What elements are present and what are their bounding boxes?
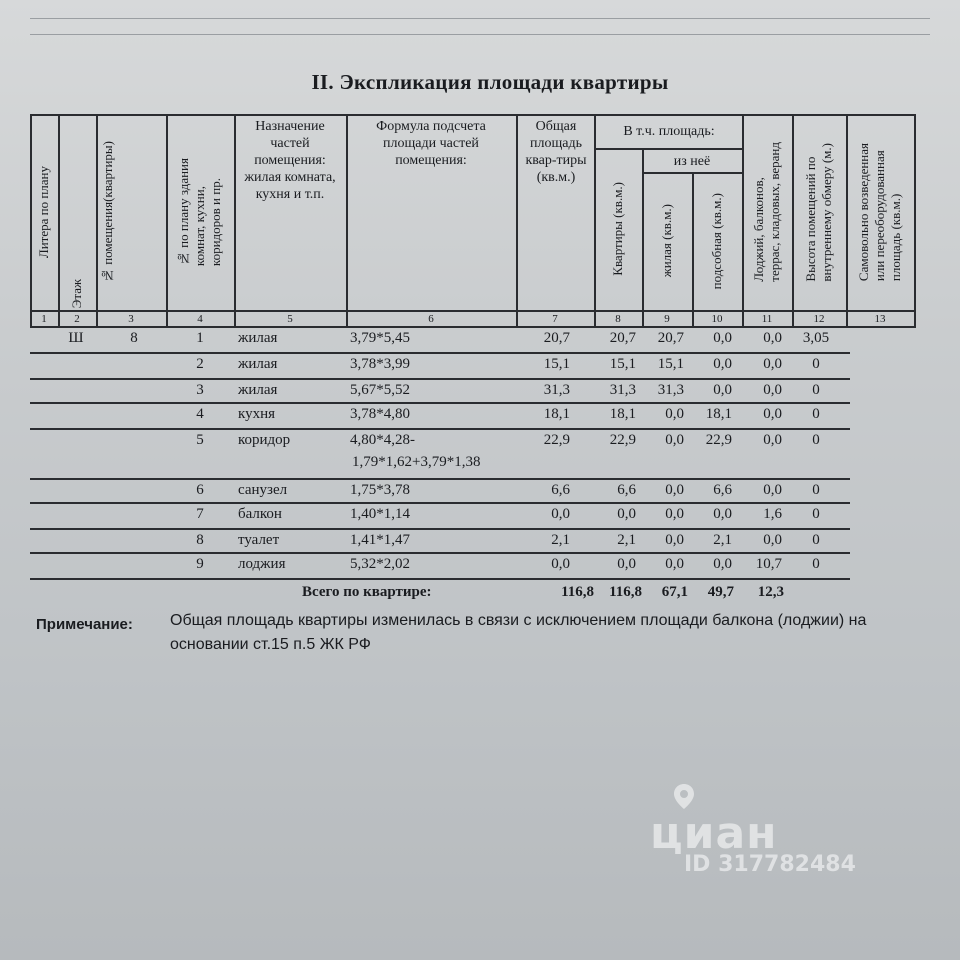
page-top-line xyxy=(30,18,930,19)
ceiling-height: 3,05 xyxy=(802,330,830,346)
col-group-label: В т.ч. площадь: xyxy=(623,124,715,139)
row-number: 1 xyxy=(196,330,204,346)
col-header-13: Самовольно возведенная или переоборудованная площадь (кв.м.) xyxy=(856,142,903,282)
ceiling-height: 0 xyxy=(812,532,820,548)
col-header-6: Формула подсчета площади частей помещения: xyxy=(376,119,486,168)
auxiliary-area: 0,0 xyxy=(713,382,732,398)
total-area: 20,7 xyxy=(543,330,570,346)
col-number: 10 xyxy=(711,313,723,325)
col-number: 12 xyxy=(813,313,825,325)
room-name: жилая xyxy=(238,382,278,398)
totals-label: Всего по квартире: xyxy=(302,584,432,600)
col-header-7: Общая площадь квар-тиры (кв.м.) xyxy=(525,119,587,185)
ceiling-height: 0 xyxy=(812,406,820,422)
ceiling-height: 0 xyxy=(812,506,820,522)
col-header-11: Лоджий, балконов, террас, кладовых, веранд xyxy=(751,142,782,282)
note-label: Примечание: xyxy=(36,616,133,633)
row-number: 6 xyxy=(196,482,204,498)
floor-value: Ш xyxy=(68,330,84,346)
col-number: 8 xyxy=(615,313,621,325)
room-name: жилая xyxy=(238,330,278,346)
watermark-id: ID 317782484 xyxy=(684,852,856,877)
total-area: 15,1 xyxy=(543,356,570,372)
auxiliary-area: 22,9 xyxy=(705,432,732,448)
col-number: 6 xyxy=(428,313,434,325)
row-number: 8 xyxy=(196,532,204,548)
col-header-4: № по плану здания комнат, кухни, коридоров и пр. xyxy=(176,157,223,267)
apartment-area: 6,6 xyxy=(617,482,636,498)
apartment-area: 18,1 xyxy=(609,406,636,422)
auxiliary-area: 2,1 xyxy=(713,532,732,548)
totals-apartment: 116,8 xyxy=(609,584,642,600)
loggia-area: 1,6 xyxy=(763,506,782,522)
col-number: 11 xyxy=(761,313,773,325)
note-text: Общая площадь квартиры изменилась в связи с исключением площади балкона (лоджии) на основании ст.15 п.5 ЖК РФ xyxy=(170,612,867,653)
apartment-area: 2,1 xyxy=(617,532,636,548)
living-area: 0,0 xyxy=(665,532,684,548)
loggia-area: 10,7 xyxy=(755,556,782,572)
row-number: 5 xyxy=(196,432,204,448)
room-name: лоджия xyxy=(238,556,286,572)
apartment-area: 0,0 xyxy=(617,506,636,522)
room-formula: 3,78*3,99 xyxy=(350,356,410,372)
room-formula: 4,80*4,28- xyxy=(350,432,415,448)
document-title: II. Экспликация площади квартиры xyxy=(311,70,669,94)
ceiling-height: 0 xyxy=(812,356,820,372)
table-header xyxy=(30,114,914,328)
total-area: 18,1 xyxy=(543,406,570,422)
col-header-8: Квартиры (кв.м.) xyxy=(610,182,625,276)
col-header-2: Этаж xyxy=(69,278,84,308)
row-divider xyxy=(30,378,850,380)
total-area: 31,3 xyxy=(543,382,570,398)
row-number: 2 xyxy=(196,356,204,372)
loggia-area: 0,0 xyxy=(763,330,782,346)
total-area: 0,0 xyxy=(551,556,570,572)
loggia-area: 0,0 xyxy=(763,432,782,448)
loggia-area: 0,0 xyxy=(763,532,782,548)
room-formula: 3,79*5,45 xyxy=(350,330,410,346)
room-formula: 3,78*4,80 xyxy=(350,406,410,422)
col-number: 3 xyxy=(128,313,134,325)
col-number: 7 xyxy=(552,313,558,325)
row-divider xyxy=(30,578,850,580)
loggia-area: 0,0 xyxy=(763,406,782,422)
totals-auxiliary: 49,7 xyxy=(707,584,734,600)
room-formula: 1,41*1,47 xyxy=(350,532,410,548)
col-header-3: № помещения(квартиры) xyxy=(100,140,115,284)
row-divider xyxy=(30,478,850,480)
ceiling-height: 0 xyxy=(812,556,820,572)
total-area: 2,1 xyxy=(551,532,570,548)
col-number: 1 xyxy=(41,313,47,325)
col-number: 13 xyxy=(874,313,886,325)
room-formula-continuation: 1,79*1,62+3,79*1,38 xyxy=(352,454,481,470)
room-formula: 5,32*2,02 xyxy=(350,556,410,572)
apartment-area: 20,7 xyxy=(609,330,636,346)
row-divider xyxy=(30,352,850,354)
col-number: 2 xyxy=(74,313,80,325)
col-header-1: Литера по плану xyxy=(36,165,51,259)
room-name: жилая xyxy=(238,356,278,372)
apartment-area: 22,9 xyxy=(609,432,636,448)
room-name: туалет xyxy=(238,532,280,548)
auxiliary-area: 0,0 xyxy=(713,330,732,346)
room-name: балкон xyxy=(238,506,282,522)
page-top-line-2 xyxy=(30,34,930,35)
watermark-brand: циан xyxy=(650,808,778,859)
totals-loggia: 12,3 xyxy=(757,584,784,600)
row-number: 3 xyxy=(196,382,204,398)
room-name: коридор xyxy=(238,432,291,448)
apartment-area: 31,3 xyxy=(609,382,636,398)
apartment-area: 15,1 xyxy=(609,356,636,372)
living-area: 20,7 xyxy=(657,330,684,346)
location-pin-icon xyxy=(670,782,698,810)
auxiliary-area: 6,6 xyxy=(713,482,732,498)
col-header-5: Назначение частей помещения: жилая комната, кухня и т.п. xyxy=(244,119,336,202)
room-name: кухня xyxy=(238,406,276,422)
living-area: 0,0 xyxy=(665,506,684,522)
total-area: 0,0 xyxy=(551,506,570,522)
row-divider xyxy=(30,528,850,530)
living-area: 0,0 xyxy=(665,556,684,572)
row-number: 9 xyxy=(196,556,204,572)
row-divider xyxy=(30,502,850,504)
col-header-9: жилая (кв.м.) xyxy=(659,204,674,278)
col-border xyxy=(516,114,518,328)
row-divider xyxy=(30,428,850,430)
col-number: 4 xyxy=(197,313,203,325)
living-area: 31,3 xyxy=(657,382,684,398)
living-area: 15,1 xyxy=(657,356,684,372)
living-area: 0,0 xyxy=(665,482,684,498)
auxiliary-area: 0,0 xyxy=(713,506,732,522)
loggia-area: 0,0 xyxy=(763,356,782,372)
row-number: 7 xyxy=(196,506,204,522)
total-area: 22,9 xyxy=(543,432,570,448)
ceiling-height: 0 xyxy=(812,382,820,398)
row-divider xyxy=(30,402,850,404)
col-number: 9 xyxy=(664,313,670,325)
auxiliary-area: 0,0 xyxy=(713,556,732,572)
living-area: 0,0 xyxy=(665,432,684,448)
apartment-area: 0,0 xyxy=(617,556,636,572)
col-subgroup-label: из неё xyxy=(673,154,711,169)
room-formula: 1,40*1,14 xyxy=(350,506,410,522)
header-bottom-border xyxy=(30,326,914,328)
room-name: санузел xyxy=(238,482,288,498)
loggia-area: 0,0 xyxy=(763,382,782,398)
header-number-line xyxy=(30,310,914,312)
auxiliary-area: 0,0 xyxy=(713,356,732,372)
col-header-12: Высота помещений по внутреннему обмеру (м.) xyxy=(803,142,834,282)
room-formula: 1,75*3,78 xyxy=(350,482,410,498)
col-border xyxy=(914,114,916,328)
totals-living: 67,1 xyxy=(661,584,688,600)
total-area: 6,6 xyxy=(551,482,570,498)
row-divider xyxy=(30,552,850,554)
loggia-area: 0,0 xyxy=(763,482,782,498)
auxiliary-area: 18,1 xyxy=(705,406,732,422)
totals-total: 116,8 xyxy=(561,584,594,600)
row-number: 4 xyxy=(196,406,204,422)
col-header-10: подсобная (кв.м.) xyxy=(709,192,724,290)
ceiling-height: 0 xyxy=(812,482,820,498)
living-area: 0,0 xyxy=(665,406,684,422)
col-number: 5 xyxy=(287,313,293,325)
ceiling-height: 0 xyxy=(812,432,820,448)
apartment-value: 8 xyxy=(130,330,138,346)
room-formula: 5,67*5,52 xyxy=(350,382,410,398)
